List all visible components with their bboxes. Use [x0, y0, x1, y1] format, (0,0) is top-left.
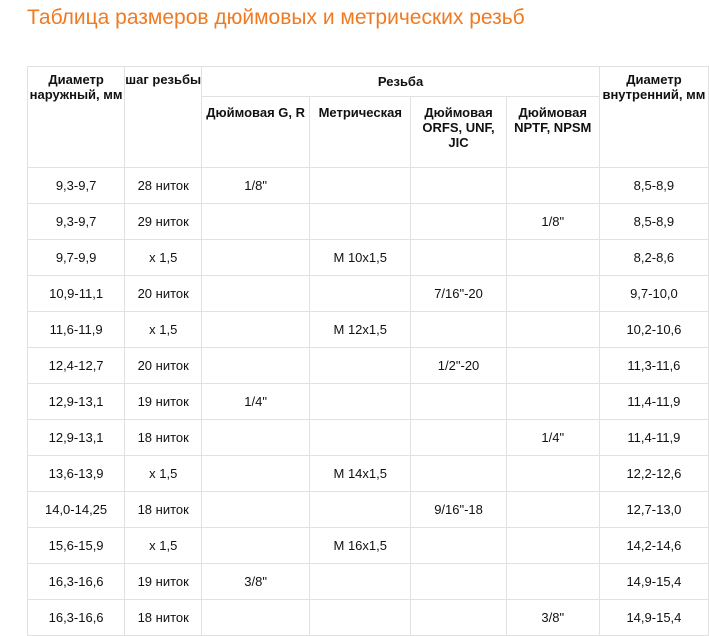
header-thread-g-r: Дюймовая G, R — [202, 97, 310, 168]
cell-thread-g-r — [202, 240, 310, 276]
cell-pitch: х 1,5 — [125, 240, 202, 276]
table-row — [28, 312, 709, 348]
cell-thread-orfs — [411, 312, 506, 348]
cell-thread-metric — [310, 420, 411, 456]
cell-pitch: 20 ниток — [125, 348, 202, 384]
cell-thread-orfs — [411, 600, 506, 636]
cell-thread-nptf: 1/4" — [506, 420, 599, 456]
cell-inner-diameter: 8,5-8,9 — [599, 168, 708, 204]
cell-pitch: 20 ниток — [125, 276, 202, 312]
header-thread-nptf: Дюймовая NPTF, NPSM — [506, 97, 599, 168]
cell-thread-orfs — [411, 456, 506, 492]
cell-thread-orfs — [411, 168, 506, 204]
cell-pitch: 28 ниток — [125, 168, 202, 204]
header-outer-diameter: Диаметр наружный, мм — [28, 67, 125, 168]
cell-thread-g-r — [202, 528, 310, 564]
header-thread-group: Резьба — [202, 67, 600, 97]
cell-outer-diameter: 15,6-15,9 — [28, 528, 125, 564]
cell-inner-diameter: 14,2-14,6 — [599, 528, 708, 564]
cell-outer-diameter: 10,9-11,1 — [28, 276, 125, 312]
cell-thread-g-r — [202, 312, 310, 348]
cell-thread-g-r: 1/8" — [202, 168, 310, 204]
cell-thread-metric — [310, 276, 411, 312]
cell-outer-diameter: 14,0-14,25 — [28, 492, 125, 528]
cell-thread-g-r: 3/8" — [202, 564, 310, 600]
cell-thread-metric — [310, 492, 411, 528]
cell-thread-g-r — [202, 204, 310, 240]
table-row — [28, 420, 709, 456]
cell-thread-g-r — [202, 456, 310, 492]
header-thread-orfs: Дюймовая ORFS, UNF, JIC — [411, 97, 506, 168]
cell-thread-metric: М 16х1,5 — [310, 528, 411, 564]
cell-thread-metric — [310, 384, 411, 420]
cell-pitch: 19 ниток — [125, 384, 202, 420]
cell-thread-orfs: 9/16"-18 — [411, 492, 506, 528]
cell-inner-diameter: 11,3-11,6 — [599, 348, 708, 384]
cell-outer-diameter: 9,3-9,7 — [28, 204, 125, 240]
cell-pitch: 19 ниток — [125, 564, 202, 600]
cell-outer-diameter: 13,6-13,9 — [28, 456, 125, 492]
header-thread-metric: Метрическая — [310, 97, 411, 168]
cell-outer-diameter: 12,4-12,7 — [28, 348, 125, 384]
cell-thread-metric: М 14х1,5 — [310, 456, 411, 492]
cell-thread-metric — [310, 564, 411, 600]
cell-pitch: 29 ниток — [125, 204, 202, 240]
cell-thread-orfs — [411, 384, 506, 420]
cell-thread-orfs — [411, 240, 506, 276]
cell-thread-orfs — [411, 528, 506, 564]
cell-thread-orfs — [411, 420, 506, 456]
cell-inner-diameter: 12,2-12,6 — [599, 456, 708, 492]
cell-thread-g-r: 1/4" — [202, 384, 310, 420]
cell-thread-metric — [310, 600, 411, 636]
cell-thread-metric: М 12х1,5 — [310, 312, 411, 348]
cell-thread-metric: М 10х1,5 — [310, 240, 411, 276]
table-row — [28, 564, 709, 600]
cell-thread-g-r — [202, 492, 310, 528]
page-title: Таблица размеров дюймовых и метрических резьб — [27, 6, 525, 29]
table-row — [28, 276, 709, 312]
header-pitch: шаг резьбы — [125, 67, 202, 168]
cell-inner-diameter: 12,7-13,0 — [599, 492, 708, 528]
table-row — [28, 600, 709, 636]
cell-thread-nptf — [506, 384, 599, 420]
cell-thread-orfs — [411, 204, 506, 240]
cell-outer-diameter: 11,6-11,9 — [28, 312, 125, 348]
table-row — [28, 204, 709, 240]
cell-pitch: 18 ниток — [125, 600, 202, 636]
cell-thread-g-r — [202, 600, 310, 636]
cell-inner-diameter: 8,5-8,9 — [599, 204, 708, 240]
cell-inner-diameter: 14,9-15,4 — [599, 564, 708, 600]
cell-thread-nptf — [506, 168, 599, 204]
cell-outer-diameter: 16,3-16,6 — [28, 564, 125, 600]
cell-thread-metric — [310, 204, 411, 240]
cell-thread-nptf: 3/8" — [506, 600, 599, 636]
cell-thread-nptf — [506, 348, 599, 384]
cell-thread-nptf: 1/8" — [506, 204, 599, 240]
table-row — [28, 240, 709, 276]
cell-thread-metric — [310, 348, 411, 384]
cell-pitch: х 1,5 — [125, 528, 202, 564]
cell-thread-nptf — [506, 312, 599, 348]
cell-thread-g-r — [202, 276, 310, 312]
cell-thread-orfs — [411, 564, 506, 600]
cell-outer-diameter: 9,7-9,9 — [28, 240, 125, 276]
table-row — [28, 456, 709, 492]
cell-thread-metric — [310, 168, 411, 204]
table-row — [28, 348, 709, 384]
thread-size-table — [27, 66, 709, 636]
cell-inner-diameter: 14,9-15,4 — [599, 600, 708, 636]
cell-thread-orfs: 7/16"-20 — [411, 276, 506, 312]
cell-outer-diameter: 12,9-13,1 — [28, 420, 125, 456]
header-inner-diameter: Диаметр внутренний, мм — [599, 67, 708, 168]
cell-pitch: 18 ниток — [125, 492, 202, 528]
cell-inner-diameter: 9,7-10,0 — [599, 276, 708, 312]
cell-thread-nptf — [506, 240, 599, 276]
cell-inner-diameter: 10,2-10,6 — [599, 312, 708, 348]
table-row — [28, 492, 709, 528]
cell-thread-orfs: 1/2"-20 — [411, 348, 506, 384]
cell-thread-g-r — [202, 420, 310, 456]
table-row — [28, 168, 709, 204]
table-row — [28, 384, 709, 420]
cell-thread-nptf — [506, 528, 599, 564]
cell-outer-diameter: 12,9-13,1 — [28, 384, 125, 420]
cell-pitch: х 1,5 — [125, 312, 202, 348]
cell-pitch: 18 ниток — [125, 420, 202, 456]
cell-thread-nptf — [506, 564, 599, 600]
cell-thread-nptf — [506, 456, 599, 492]
cell-inner-diameter: 8,2-8,6 — [599, 240, 708, 276]
cell-thread-nptf — [506, 492, 599, 528]
cell-inner-diameter: 11,4-11,9 — [599, 420, 708, 456]
table-row — [28, 528, 709, 564]
cell-thread-nptf — [506, 276, 599, 312]
cell-pitch: х 1,5 — [125, 456, 202, 492]
cell-thread-g-r — [202, 348, 310, 384]
cell-outer-diameter: 9,3-9,7 — [28, 168, 125, 204]
cell-inner-diameter: 11,4-11,9 — [599, 384, 708, 420]
cell-outer-diameter: 16,3-16,6 — [28, 600, 125, 636]
